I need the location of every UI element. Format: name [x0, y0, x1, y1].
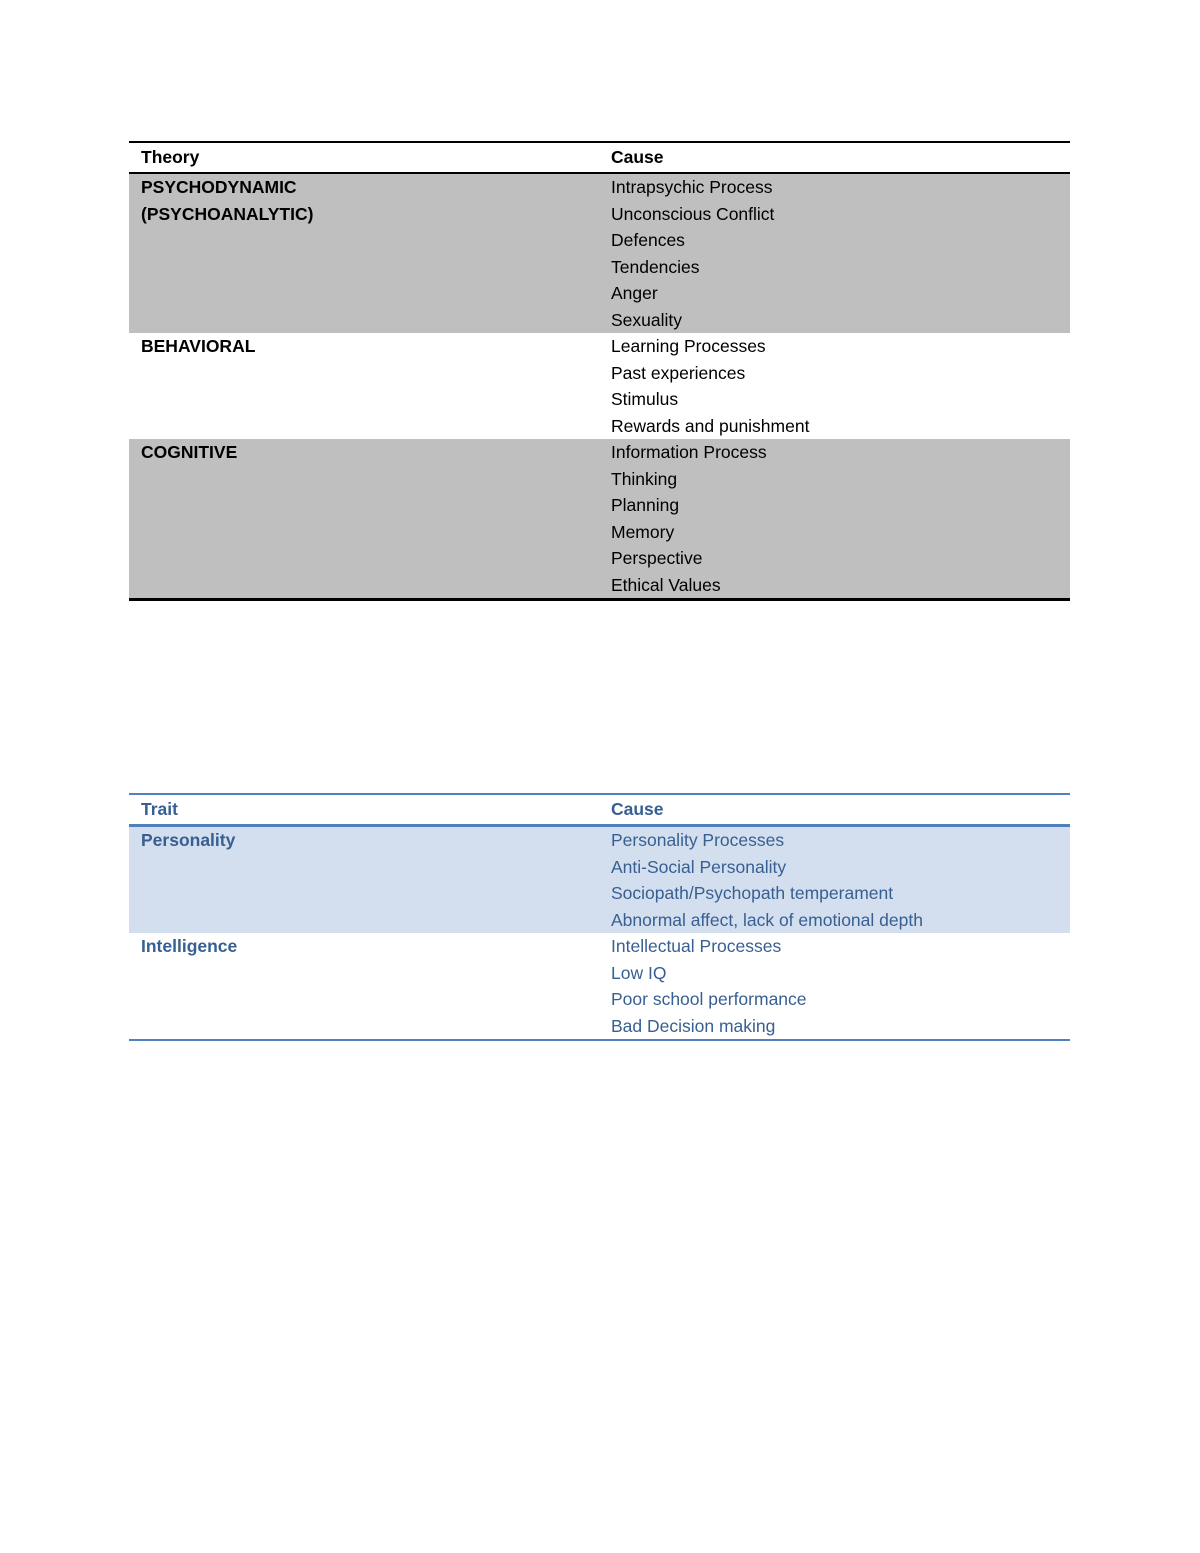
cause-cell [599, 173, 1070, 333]
table-row-intelligence [129, 933, 1070, 1040]
table-header-row [129, 794, 1070, 826]
table-row-personality [129, 826, 1070, 934]
cause-item: Personality Processes [611, 830, 785, 850]
cause-item: Sexuality [611, 309, 683, 330]
cause-item: Perspective [611, 548, 703, 568]
cause-cell [599, 933, 1070, 1040]
cause-item: Thinking [611, 468, 678, 489]
cause-item: Bad Decision making [611, 1015, 776, 1036]
cause-item: Planning [611, 495, 680, 515]
theory-label: COGNITIVE [141, 442, 238, 462]
cause-item: Defences [611, 230, 685, 250]
theory-label: BEHAVIORAL [141, 336, 256, 356]
cause-item: Unconscious Conflict [611, 203, 775, 224]
cause-item: Low IQ [611, 962, 667, 983]
column-header-cause: Cause [599, 142, 1070, 173]
cause-item: Intrapsychic Process [611, 177, 773, 197]
theory-cause-table [129, 141, 1070, 601]
cause-item: Abnormal affect, lack of emotional depth [611, 909, 923, 930]
table-header-row [129, 142, 1070, 173]
table-row-cognitive [129, 439, 1070, 600]
trait-label: Personality [141, 830, 236, 850]
cause-item: Rewards and punishment [611, 415, 810, 436]
cause-item: Anger [611, 283, 658, 303]
trait-cell [129, 933, 599, 1040]
theory-label: PSYCHODYNAMIC [141, 177, 297, 197]
cause-item: Ethical Values [611, 574, 721, 595]
cause-cell [599, 439, 1070, 600]
theory-cell [129, 333, 599, 439]
trait-cell [129, 826, 599, 934]
cause-item: Anti-Social Personality [611, 856, 787, 877]
cause-item: Sociopath/Psychopath temperament [611, 883, 894, 903]
trait-cause-table [129, 793, 1070, 1041]
cause-cell [599, 333, 1070, 439]
cause-item: Learning Processes [611, 336, 766, 356]
cause-item: Stimulus [611, 389, 679, 409]
column-header-cause: Cause [599, 794, 1070, 826]
cause-item: Memory [611, 521, 675, 542]
cause-cell [599, 826, 1070, 934]
cause-item: Tendencies [611, 256, 700, 277]
cause-item: Intellectual Processes [611, 936, 782, 956]
table-row-psychodynamic [129, 173, 1070, 333]
column-header-trait: Trait [129, 794, 599, 826]
cause-item: Information Process [611, 442, 767, 462]
theory-cell [129, 439, 599, 600]
cause-item: Past experiences [611, 362, 746, 383]
cause-item: Poor school performance [611, 989, 807, 1009]
table-row-behavioral [129, 333, 1070, 439]
theory-cell [129, 173, 599, 333]
theory-label: (PSYCHOANALYTIC) [141, 203, 314, 224]
column-header-theory: Theory [129, 142, 599, 173]
trait-label: Intelligence [141, 936, 238, 956]
